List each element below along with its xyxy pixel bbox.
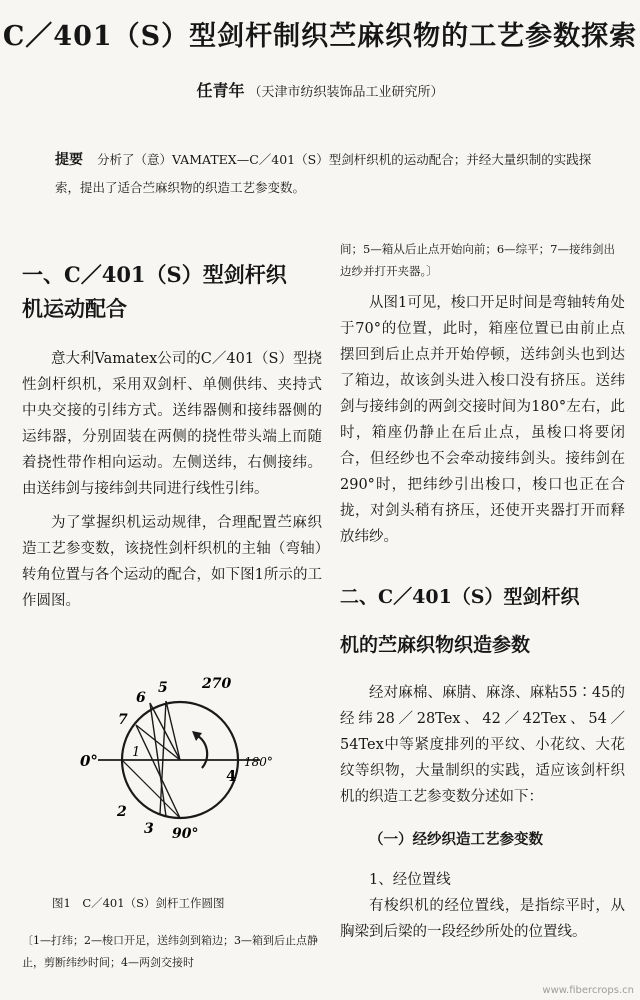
figure-caption: 图1 C／401（S）剑杆工作圆图 xyxy=(52,896,225,910)
abstract-text: 分析了（意）VAMATEX—C／401（S）型剑杆织机的运动配合；并经大量织制的实践探索，提出了适合苎麻织物的织造工艺参变数。 xyxy=(55,152,592,195)
figure-note-continued: 间；5—箱从后止点开始向前；6—综平；7—接纬剑出边纱并打开夹器。〕 xyxy=(340,242,615,278)
label-6: 6 xyxy=(136,690,146,706)
left-column xyxy=(22,238,322,614)
author-name: 任青年 xyxy=(196,81,245,100)
label-4: 4 xyxy=(226,767,237,785)
label-7: 7 xyxy=(118,712,128,728)
section2-heading-line2: 机的苎麻织物织造参数 xyxy=(340,634,531,656)
label-1: 1 xyxy=(132,745,141,760)
label-270: 270 xyxy=(202,676,232,692)
label-3: 3 xyxy=(144,821,154,837)
section1-para3: 从图1可见，梭口开足时间是弯轴转角处于70°的位置，此时，箱座位置已由前止点摆回到后止点并开始停顿，送纬剑头也到达了箱边，故该剑头进入梭口没有挤压。送纬剑与接纬剑的两剑交接时间为180°左右，此时，箱座仍静止在后止点，虽梭口将要闭合，但经纱也不会牵动接纬剑头。接纬剑在290°时，把纬纱引出梭口，梭口也正在合拢，对剑头稍有挤压，还使开夹器打开而释放纬纱。 xyxy=(340,295,625,545)
author-line xyxy=(0,78,640,101)
label-90: 90° xyxy=(172,826,199,842)
watermark: www.fibercrops.cn xyxy=(542,985,634,996)
section2-para2: 有梭织机的经位置线，是指综平时，从胸梁到后梁的一段经纱所处的位置线。 xyxy=(340,898,625,940)
section2-para1: 经对麻棉、麻腈、麻涤、麻粘55∶45的经纬28／28Tex、42／42Tex、54／54Tex中等紧度排列的平纹、小花纹、大花纹等织物，大量制织的实践，适应该剑杆织机的织造工艺参变数分述如下： xyxy=(340,685,625,805)
author-affiliation: （天津市纺织装饰品工业研究所） xyxy=(248,85,444,100)
rotation-arrow xyxy=(198,736,207,768)
figure-note: 〔1—打纬；2—梭口开足，送纬剑到箱边；3—箱到后止点静止，剪断纬纱时间；4—两剑交接时 xyxy=(22,934,318,969)
section2-heading-line1: 二、C／401（S）型剑杆织 xyxy=(340,586,580,608)
section1-heading-line2: 机运动配合 xyxy=(22,296,127,321)
section1-para1: 意大利Vamatex公司的C／401（S）型挠性剑杆织机，采用双剑杆、单侧供纬、夹持式中央交接的引纬方式。送纬器侧和接纬器侧的运纬器，分别固装在两侧的挠性带头端上而随着挠性带作相向运动。左侧送纬，右侧接纬。由送纬剑与接纬剑共同进行线性引纬。 xyxy=(22,351,322,497)
section1-para2: 为了掌握织机运动规律，合理配置苎麻织造工艺参变数，该挠性剑杆织机的主轴（弯轴）转角位置与各个运动的配合，如下图1所示的工作圆图。 xyxy=(22,515,322,609)
paper-title: C／401（S）型剑杆制织苎麻织物的工艺参数探索 xyxy=(2,21,638,52)
label-2: 2 xyxy=(117,804,127,820)
label-0: 0° xyxy=(80,752,98,770)
section1-heading-line1: 一、C／401（S）型剑杆织 xyxy=(22,262,287,287)
abstract-keyword: 提要 xyxy=(55,152,83,168)
label-180: 180° xyxy=(244,755,273,769)
work-circle-diagram xyxy=(80,658,280,873)
subsection-heading: （一）经纱织造工艺参变数 xyxy=(369,831,543,848)
right-column xyxy=(340,238,625,945)
item-heading: 1、经位置线 xyxy=(369,872,451,888)
abstract xyxy=(55,146,600,202)
label-5: 5 xyxy=(158,680,168,696)
